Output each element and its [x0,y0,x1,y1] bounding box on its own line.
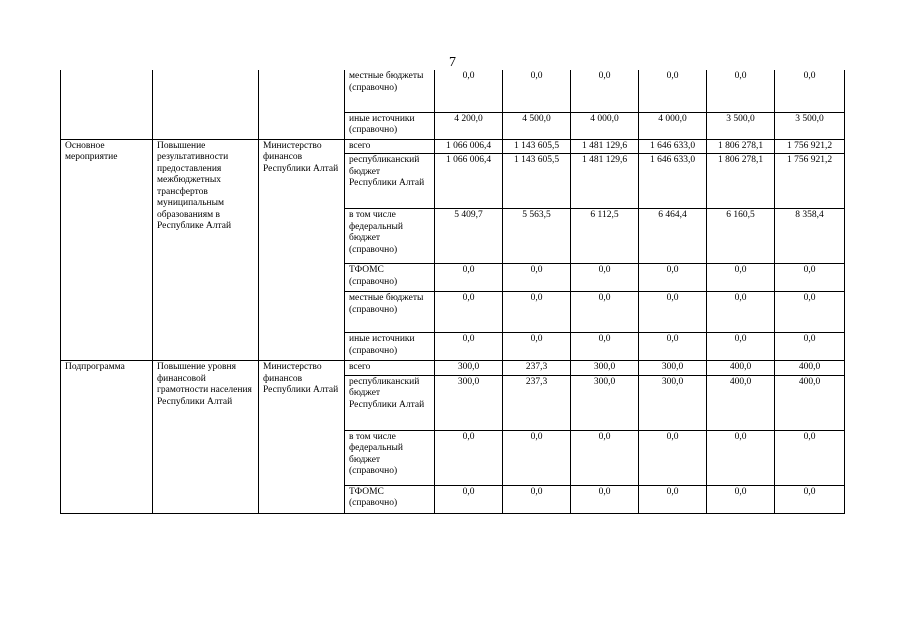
value-cell: 4 000,0 [639,112,707,139]
source-cell: ТФОМС (справочно) [345,264,435,292]
value-cell: 8 358,4 [775,209,845,264]
source-cell: всего [345,361,435,376]
value-cell: 0,0 [571,485,639,513]
value-cell: 5 563,5 [503,209,571,264]
value-cell: 0,0 [639,430,707,485]
value-cell: 0,0 [707,333,775,361]
value-cell: 1 806 278,1 [707,154,775,209]
value-cell: 1 646 633,0 [639,154,707,209]
value-cell: 0,0 [707,70,775,112]
value-cell: 1 066 006,4 [435,139,503,154]
value-cell: 4 200,0 [435,112,503,139]
value-cell: 0,0 [435,485,503,513]
value-cell: 300,0 [571,375,639,430]
value-cell: 1 143 605,5 [503,154,571,209]
value-cell: 0,0 [775,430,845,485]
value-cell: 400,0 [707,361,775,376]
value-cell: 0,0 [503,292,571,333]
subprogram-type-cell: Подпрограмма [61,361,153,514]
value-cell: 237,3 [503,361,571,376]
source-cell: в том числе федеральный бюджет (справочно) [345,430,435,485]
subprogram-executor-cell: Министерство финансов Республики Алтай [259,361,345,514]
table-row [61,70,845,112]
value-cell: 237,3 [503,375,571,430]
value-cell: 5 409,7 [435,209,503,264]
cell-type-continued [61,70,153,139]
value-cell: 6 112,5 [571,209,639,264]
value-cell: 4 000,0 [571,112,639,139]
source-cell: ТФОМС (справочно) [345,485,435,513]
value-cell: 0,0 [639,333,707,361]
value-cell: 300,0 [435,361,503,376]
value-cell: 0,0 [503,485,571,513]
value-cell: 0,0 [435,333,503,361]
page-number: 7 [449,55,456,70]
value-cell: 0,0 [435,70,503,112]
value-cell: 4 500,0 [503,112,571,139]
value-cell: 0,0 [639,292,707,333]
value-cell: 1 646 633,0 [639,139,707,154]
value-cell: 0,0 [775,292,845,333]
value-cell: 1 481 129,6 [571,154,639,209]
cell-executor-continued [259,70,345,139]
value-cell: 0,0 [503,333,571,361]
value-cell: 0,0 [571,430,639,485]
value-cell: 0,0 [639,264,707,292]
value-cell: 0,0 [503,70,571,112]
value-cell: 0,0 [571,333,639,361]
value-cell: 0,0 [707,264,775,292]
value-cell: 400,0 [775,375,845,430]
value-cell: 400,0 [707,375,775,430]
source-cell: местные бюджеты (справочно) [345,292,435,333]
cell-name-continued [153,70,259,139]
value-cell: 1 066 006,4 [435,154,503,209]
budget-table [60,70,845,514]
table-row [61,139,845,154]
value-cell: 6 160,5 [707,209,775,264]
source-cell: республиканский бюджет Республики Алтай [345,375,435,430]
source-cell: иные источники (справочно) [345,333,435,361]
value-cell: 0,0 [435,264,503,292]
value-cell: 0,0 [435,292,503,333]
value-cell: 300,0 [639,375,707,430]
value-cell: 0,0 [435,430,503,485]
value-cell: 0,0 [639,485,707,513]
activity-executor-cell: Министерство финансов Республики Алтай [259,139,345,361]
value-cell: 0,0 [639,70,707,112]
value-cell: 0,0 [503,264,571,292]
value-cell: 6 464,4 [639,209,707,264]
table-row [61,361,845,376]
value-cell: 0,0 [571,292,639,333]
value-cell: 1 806 278,1 [707,139,775,154]
value-cell: 0,0 [503,430,571,485]
value-cell: 3 500,0 [707,112,775,139]
source-cell: в том числе федеральный бюджет (справочно) [345,209,435,264]
value-cell: 3 500,0 [775,112,845,139]
value-cell: 0,0 [775,333,845,361]
activity-name-cell: Повышение результативности предоставления межбюджетных трансфертов муниципальным образованиям в Республике Алтай [153,139,259,361]
source-cell: иные источники (справочно) [345,112,435,139]
value-cell: 1 756 921,2 [775,139,845,154]
value-cell: 0,0 [775,485,845,513]
value-cell: 0,0 [707,292,775,333]
value-cell: 0,0 [775,70,845,112]
value-cell: 0,0 [775,264,845,292]
source-cell: республиканский бюджет Республики Алтай [345,154,435,209]
value-cell: 1 143 605,5 [503,139,571,154]
activity-type-cell: Основное мероприятие [61,139,153,361]
value-cell: 300,0 [571,361,639,376]
value-cell: 1 756 921,2 [775,154,845,209]
subprogram-name-cell: Повышение уровня финансовой грамотности населения Республики Алтай [153,361,259,514]
value-cell: 400,0 [775,361,845,376]
value-cell: 0,0 [571,70,639,112]
value-cell: 1 481 129,6 [571,139,639,154]
value-cell: 0,0 [571,264,639,292]
value-cell: 0,0 [707,430,775,485]
value-cell: 0,0 [707,485,775,513]
value-cell: 300,0 [435,375,503,430]
source-cell: всего [345,139,435,154]
source-cell: местные бюджеты (справочно) [345,70,435,112]
value-cell: 300,0 [639,361,707,376]
